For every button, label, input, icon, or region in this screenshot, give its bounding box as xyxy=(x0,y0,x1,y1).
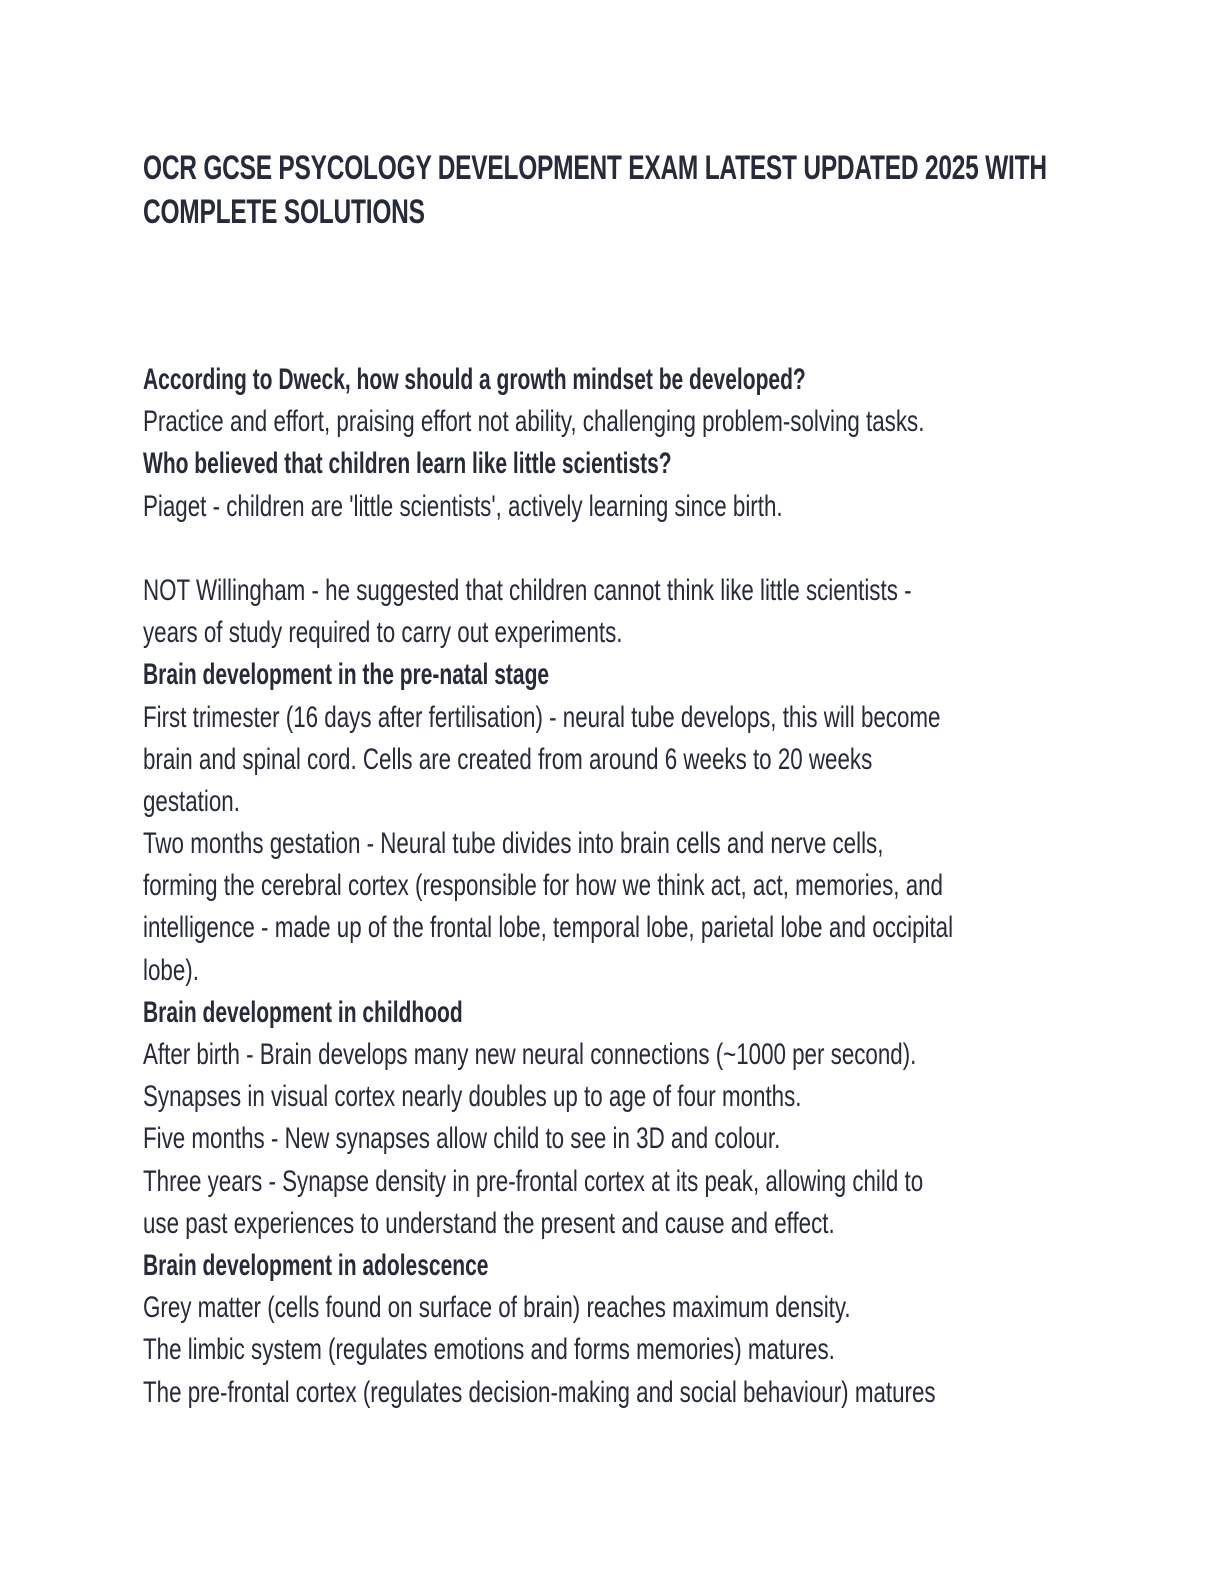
answer-text: The limbic system (regulates emotions and forms memories) matures. xyxy=(143,1333,835,1367)
answer-text: After birth - Brain develops many new neural connections (~1000 per second). xyxy=(143,1038,917,1071)
answer-text: Piaget - children are 'little scientists', actively learning since birth. xyxy=(143,489,783,523)
question-heading: According to Dweck, how should a growth mindset be developed? xyxy=(143,363,806,396)
answer-text: First trimester (16 days after fertilisation) - neural tube develops, this will become xyxy=(143,700,941,734)
question-heading: Brain development in adolescence xyxy=(143,1248,489,1282)
answer-text: forming the cerebral cortex (responsible for how we think act, act, memories, and xyxy=(143,869,943,903)
answer-text: use past experiences to understand the present and cause and effect. xyxy=(143,1206,835,1240)
answer-text xyxy=(143,528,953,570)
answer-text: Grey matter (cells found on surface of brain) reaches maximum density. xyxy=(143,1291,851,1325)
question-heading: Brain development in childhood xyxy=(143,995,463,1029)
question-heading: Brain development in the pre-natal stage xyxy=(143,658,550,692)
answer-text: Synapses in visual cortex nearly doubles up to age of four months. xyxy=(143,1080,802,1114)
title-line: COMPLETE SOLUTIONS xyxy=(143,193,425,231)
answer-text: years of study required to carry out experiments. xyxy=(143,616,623,650)
document-title xyxy=(143,146,1224,234)
title-line: OCR GCSE PSYCOLOGY DEVELOPMENT EXAM LATEST UPDATED 2025 WITH xyxy=(143,149,1047,187)
question-heading: Who believed that children learn like little scientists? xyxy=(143,447,672,481)
answer-text: Practice and effort, praising effort not ability, challenging problem-solving tasks. xyxy=(143,405,925,439)
answer-text: Three years - Synapse density in pre-frontal cortex at its peak, allowing child to xyxy=(143,1164,924,1198)
answer-text: brain and spinal cord. Cells are created from around 6 weeks to 20 weeks xyxy=(143,742,873,776)
answer-text: intelligence - made up of the frontal lobe, temporal lobe, parietal lobe and occipital xyxy=(143,911,954,945)
answer-text: gestation. xyxy=(143,784,240,818)
answer-text: NOT Willingham - he suggested that children cannot think like little scientists - xyxy=(143,573,912,607)
answer-text: Five months - New synapses allow child to see in 3D and colour. xyxy=(143,1122,781,1156)
answer-text: lobe). xyxy=(143,953,199,987)
answer-text: The pre-frontal cortex (regulates decision-making and social behaviour) matures xyxy=(143,1375,936,1409)
answer-text: Two months gestation - Neural tube divides into brain cells and nerve cells, xyxy=(143,827,884,861)
document-body xyxy=(143,359,1224,1414)
